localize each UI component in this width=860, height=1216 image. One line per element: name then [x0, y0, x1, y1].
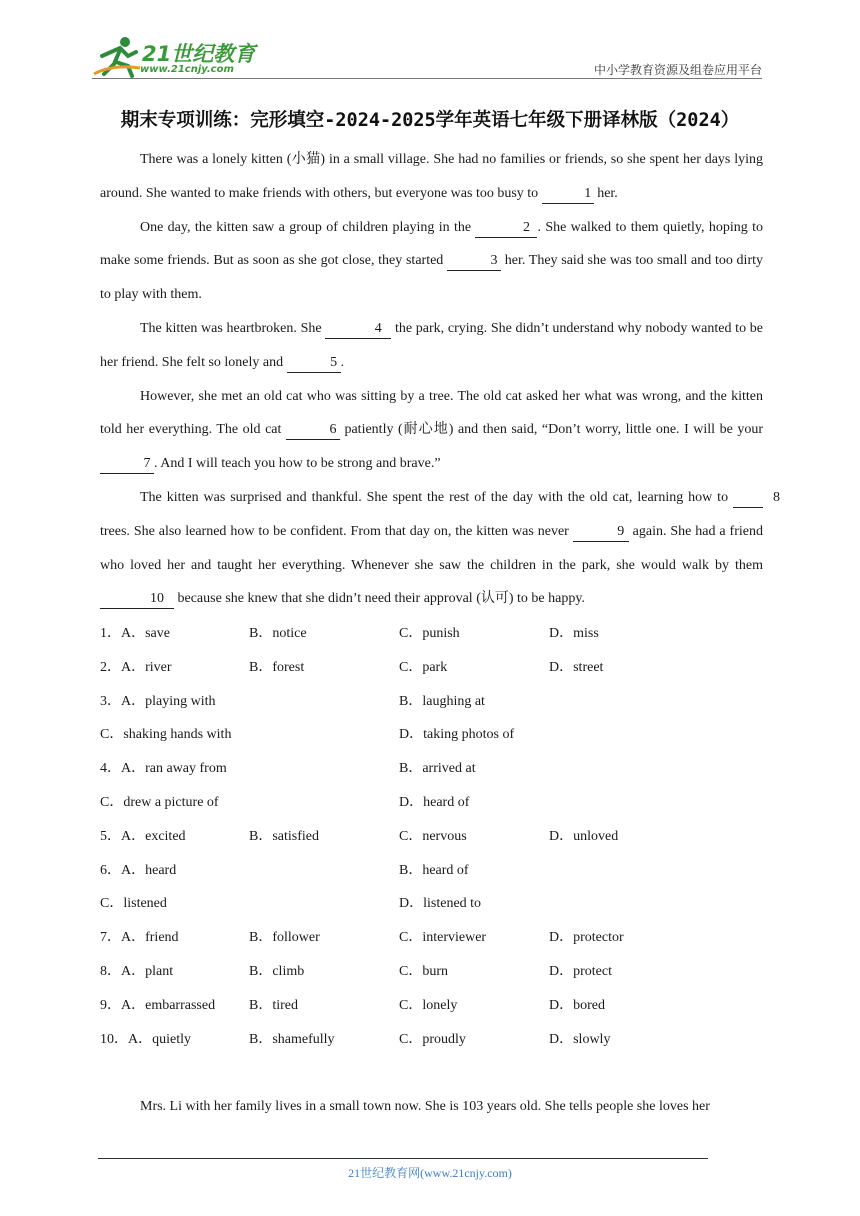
option-text: C．listened [100, 896, 167, 912]
passage-text: One day, the kitten saw a group of children playing in the [140, 219, 476, 235]
option-text: C．nervous [399, 828, 467, 844]
option-text: C．park [399, 659, 448, 675]
passage-text: trees. She also learned how to be confident. From that day on, the kitten was never [100, 523, 573, 539]
option-text: 9．A．embarrassed [100, 997, 216, 1013]
passage-text: However, she met an old cat who was sitting by a tree. The old cat asked her what was wrong, and the kitten told her everything. The old cat [100, 388, 763, 438]
option-text: B．laughing at [399, 693, 485, 709]
passage-text: the park, crying. She didn’t understand why nobody wanted to be her friend. She felt so lonely and [100, 320, 763, 370]
option-text: 2．A．river [100, 659, 172, 675]
option-text: C．drew a picture of [100, 794, 219, 810]
option-text: D．street [549, 659, 604, 675]
header-divider [92, 78, 762, 79]
option-text: B．satisfied [249, 828, 319, 844]
option-text: B．climb [249, 963, 305, 979]
option-text: D．bored [549, 997, 605, 1013]
platform-name: 中小学教育资源及组卷应用平台 [593, 63, 762, 77]
option-text: C．interviewer [399, 930, 487, 946]
blank-9: 9 [573, 523, 629, 542]
passage-text: . She walked to them quietly, hoping to make some friends. But as soon as she got close, they started [100, 219, 763, 269]
option-text: B．arrived at [399, 761, 476, 777]
passage-text: her. [593, 185, 618, 201]
option-text: B．tired [249, 997, 298, 1013]
question-row [100, 1023, 763, 1057]
blank-4: 4 [325, 320, 391, 339]
next-passage [100, 1090, 763, 1124]
paragraph-1 [100, 143, 763, 211]
option-text: B．follower [249, 930, 320, 946]
option-text: D．taking photos of [399, 727, 515, 743]
question-row [100, 955, 763, 989]
next-passage-text: Mrs. Li with her family lives in a small town now. She is 103 years old. She tells people she loves her [140, 1099, 710, 1114]
blank-10: 10 [100, 590, 174, 609]
option-text: D．heard of [399, 794, 470, 810]
question-row [100, 651, 763, 685]
option-text: B．notice [249, 626, 307, 641]
page-title: 期末专项训练：完形填空-2024-2025学年英语七年级下册译林版（2024） [120, 110, 740, 131]
option-text: C．punish [399, 626, 460, 641]
option-text: 10．A．quietly [100, 1031, 191, 1047]
option-text: 4．A．ran away from [100, 761, 227, 777]
paragraph-3 [100, 312, 763, 380]
option-text: D．listened to [399, 896, 482, 912]
question-row [100, 921, 763, 955]
blank-2: 2 [475, 219, 537, 238]
blank-7: 7 [100, 455, 154, 474]
option-text: D．slowly [549, 1031, 611, 1047]
blank-6: 6 [286, 421, 340, 440]
option-text: C．shaking hands with [100, 727, 232, 743]
paragraph-5 [100, 481, 780, 616]
question-row [100, 752, 763, 786]
paragraph-2 [100, 211, 763, 312]
question-row [100, 718, 763, 752]
passage-text: The kitten was surprised and thankful. She spent the rest of the day with the old cat, learning how to [140, 489, 733, 505]
passage-text: because she knew that she didn’t need their approval (认可) to be happy. [174, 591, 585, 607]
option-text: D．protect [549, 963, 612, 979]
question-row [100, 854, 763, 888]
logo-url: www.21cnjy.com [140, 64, 234, 75]
option-text: 1．A．save [100, 626, 170, 641]
passage-text: The kitten was heartbroken. She [140, 320, 326, 336]
option-text: D．unloved [549, 828, 619, 844]
runner-logo-icon [92, 34, 144, 80]
option-text: 6．A．heard [100, 862, 177, 878]
paragraph-4 [100, 380, 763, 481]
passage-text: There was a lonely kitten (小猫) in a small village. She had no families or friends, so she spent her days lying around. She wanted to make friends with others, but everyone was too busy to [100, 152, 763, 201]
blank-5: 5 [287, 354, 341, 373]
question-row [100, 989, 763, 1023]
footer-link[interactable]: 21世纪教育网(www.21cnjy.com) [348, 1166, 512, 1180]
logo-text: 21世纪教育 [142, 42, 256, 66]
question-row [100, 786, 763, 820]
passage-text: . [340, 354, 345, 370]
passage-text: again. She had a friend who loved her and taught her everything. Whenever she saw the children in the park, she would walk by them [100, 523, 763, 573]
option-text: 7．A．friend [100, 930, 179, 946]
question-row [100, 820, 763, 854]
question-row [100, 617, 763, 651]
option-text: C．burn [399, 963, 448, 979]
option-text: B．heard of [399, 862, 469, 878]
option-text: 8．A．plant [100, 963, 174, 979]
question-row [100, 685, 763, 719]
blank-3: 3 [447, 252, 501, 271]
option-text: D．miss [549, 626, 599, 641]
question-list [100, 617, 763, 1056]
logo [92, 34, 262, 80]
blank-8: 8 [733, 489, 763, 508]
option-text: 5．A．excited [100, 828, 186, 844]
page-header [92, 34, 762, 80]
passage-text: her. They said she was too small and too dirty to play with them. [100, 253, 763, 303]
option-text: C．proudly [399, 1031, 466, 1047]
blank-1: 1 [542, 185, 594, 204]
passage-text: . And I will teach you how to be strong and brave.” [154, 456, 441, 472]
option-text: B．forest [249, 659, 305, 675]
question-row [100, 887, 763, 921]
option-text: B．shamefully [249, 1031, 335, 1047]
option-text: D．protector [549, 930, 624, 946]
cloze-passage [100, 143, 780, 616]
option-text: 3．A．playing with [100, 693, 216, 709]
footer-divider [98, 1158, 708, 1159]
passage-text: patiently (耐心地) and then said, “Don’t worry, little one. I will be your [339, 422, 763, 438]
option-text: C．lonely [399, 997, 458, 1013]
